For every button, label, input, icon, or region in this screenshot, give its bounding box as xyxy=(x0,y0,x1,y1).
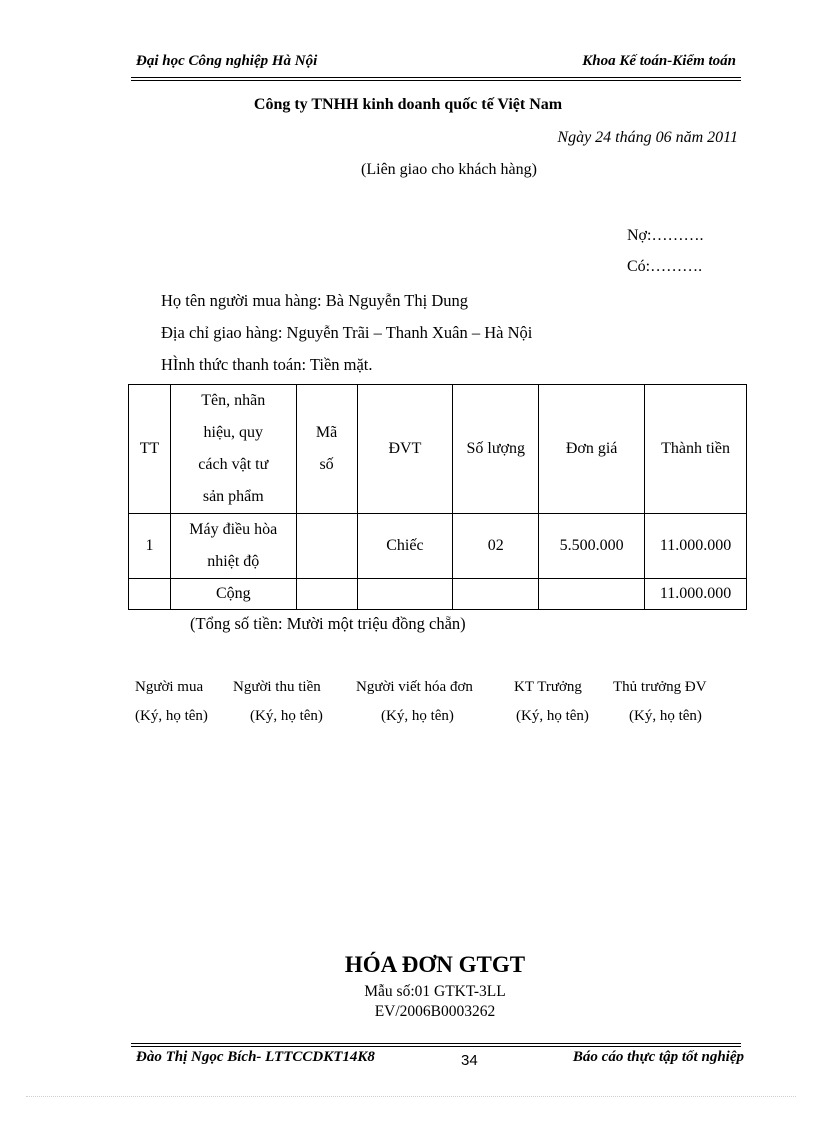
col-header-name xyxy=(170,385,296,514)
cell-name xyxy=(170,514,296,579)
cell-empty xyxy=(539,579,645,610)
signature-role: Người viết hóa đơn xyxy=(356,679,473,695)
company-name: Công ty TNHH kinh doanh quốc tế Việt Nam xyxy=(253,96,563,113)
signature-role: Thủ trưởng ĐV xyxy=(613,679,707,695)
signature-role: KT Trưởng xyxy=(514,679,582,695)
cell-unit-price: 5.500.000 xyxy=(539,514,645,579)
signature-note: (Ký, họ tên) xyxy=(629,708,702,724)
footer-author: Đào Thị Ngọc Bích- LTTCCDKT14K8 xyxy=(136,1049,375,1065)
page-edge-dotted-line xyxy=(26,1096,796,1097)
cell-empty xyxy=(296,579,357,610)
delivery-address: Địa chỉ giao hàng: Nguyễn Trãi – Thanh Xuân – Hà Nội xyxy=(161,323,533,342)
signature-role: Người thu tiền xyxy=(233,679,321,695)
page-number: 34 xyxy=(461,1052,478,1069)
cell-empty xyxy=(453,579,539,610)
total-label: Cộng xyxy=(170,579,296,610)
form-number: Mẫu số:01 GTKT-3LL xyxy=(364,983,506,1000)
header-rule xyxy=(131,77,741,81)
col-header-name-line: Tên, nhãn xyxy=(201,392,266,409)
table-total-row xyxy=(129,579,747,610)
col-header-unit-price: Đơn giá xyxy=(539,385,645,514)
buyer-name: Họ tên người mua hàng: Bà Nguyễn Thị Dung xyxy=(161,291,468,310)
cell-empty xyxy=(357,579,453,610)
credit-account: Có:………. xyxy=(627,258,703,275)
cell-code xyxy=(296,514,357,579)
cell-quantity: 02 xyxy=(453,514,539,579)
signature-note: (Ký, họ tên) xyxy=(516,708,589,724)
col-header-name-line: hiệu, quy xyxy=(203,424,264,441)
payment-method: HÌnh thức thanh toán: Tiền mặt. xyxy=(161,355,373,374)
header-faculty: Khoa Kế toán-Kiểm toán xyxy=(582,53,736,69)
col-header-code-line: số xyxy=(319,456,334,473)
col-header-name-line: cách vật tư xyxy=(198,456,269,473)
signature-note: (Ký, họ tên) xyxy=(250,708,323,724)
cell-tt: 1 xyxy=(129,514,171,579)
col-header-name-line: sản phẩm xyxy=(202,488,264,505)
col-header-quantity: Số lượng xyxy=(453,385,539,514)
col-header-code xyxy=(296,385,357,514)
copy-note: (Liên giao cho khách hàng) xyxy=(361,161,537,178)
debit-account: Nợ:………. xyxy=(627,227,704,244)
header-university: Đại học Công nghiệp Hà Nội xyxy=(136,53,318,69)
cell-name-line: Máy điều hòa xyxy=(189,521,278,538)
col-header-tt: TT xyxy=(129,385,171,514)
col-header-unit: ĐVT xyxy=(357,385,453,514)
amount-in-words: (Tổng số tiền: Mười một triệu đồng chẵn) xyxy=(190,614,466,633)
table-row xyxy=(129,514,747,579)
col-header-amount: Thành tiền xyxy=(645,385,747,514)
col-header-code-line: Mã xyxy=(315,424,338,441)
cell-unit: Chiếc xyxy=(357,514,453,579)
cell-empty xyxy=(129,579,171,610)
footer-report: Báo cáo thực tập tốt nghiệp xyxy=(572,1049,744,1065)
signature-role: Người mua xyxy=(135,679,204,695)
signature-note: (Ký, họ tên) xyxy=(135,708,208,724)
invoice-title: HÓA ĐƠN GTGT xyxy=(344,952,526,977)
signature-note: (Ký, họ tên) xyxy=(381,708,454,724)
cell-amount: 11.000.000 xyxy=(645,514,747,579)
invoice-table xyxy=(128,384,747,610)
table-header-row xyxy=(129,385,747,514)
cell-name-line: nhiệt độ xyxy=(207,553,260,570)
invoice-date: Ngày 24 tháng 06 năm 2011 xyxy=(557,129,738,146)
total-amount: 11.000.000 xyxy=(645,579,747,610)
footer-rule xyxy=(131,1043,741,1047)
serial-number: EV/2006B0003262 xyxy=(374,1003,496,1020)
